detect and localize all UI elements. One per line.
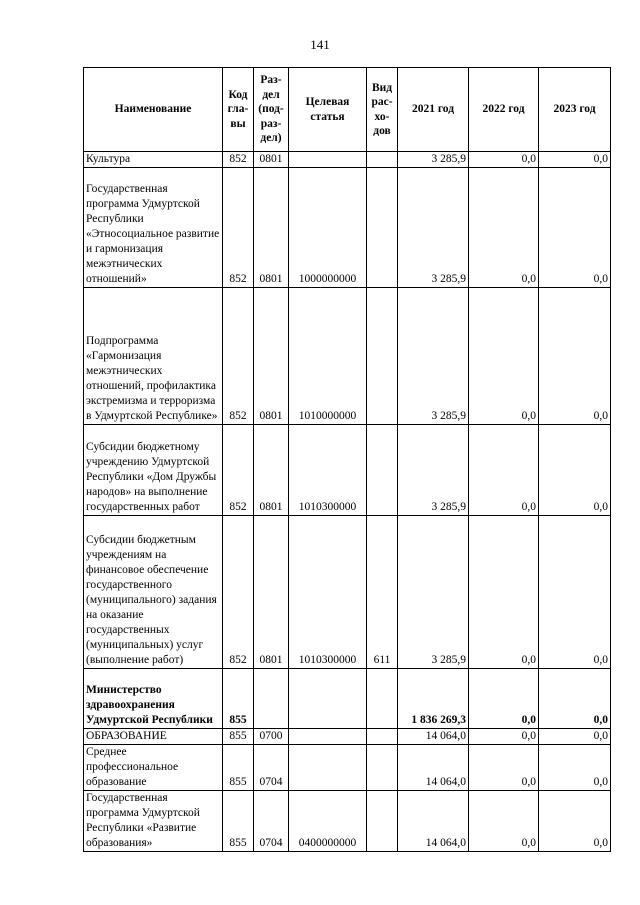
row-value-2021: 1 836 269,3 bbox=[398, 669, 469, 729]
row-value-2023: 0,0 bbox=[539, 745, 611, 791]
header-row bbox=[84, 68, 611, 152]
row-value-2021: 3 285,9 bbox=[398, 516, 469, 669]
row-target-article: 1010300000 bbox=[289, 425, 367, 516]
row-name: Государственная программа Удмуртской Республики «Развитие образования» bbox=[84, 791, 223, 852]
row-section bbox=[254, 669, 289, 729]
row-value-2023: 0,0 bbox=[539, 152, 611, 168]
row-value-2022: 0,0 bbox=[469, 669, 539, 729]
table-row bbox=[84, 669, 611, 729]
row-target-article bbox=[289, 745, 367, 791]
row-value-2022: 0,0 bbox=[469, 152, 539, 168]
row-target-article bbox=[289, 152, 367, 168]
row-target-article bbox=[289, 669, 367, 729]
header-name: Наименование bbox=[84, 68, 223, 152]
row-code: 855 bbox=[223, 669, 254, 729]
row-code: 852 bbox=[223, 425, 254, 516]
row-section: 0704 bbox=[254, 791, 289, 852]
row-code: 855 bbox=[223, 745, 254, 791]
header-section: Раз-дел (под-раз-дел) bbox=[254, 68, 289, 152]
row-name: ОБРАЗОВАНИЕ bbox=[84, 729, 223, 745]
row-expense-type bbox=[367, 168, 398, 288]
row-section: 0801 bbox=[254, 152, 289, 168]
row-value-2021: 3 285,9 bbox=[398, 152, 469, 168]
row-value-2023: 0,0 bbox=[539, 168, 611, 288]
row-value-2022: 0,0 bbox=[469, 516, 539, 669]
page-number: 141 bbox=[310, 37, 330, 52]
row-code: 852 bbox=[223, 288, 254, 425]
row-section: 0801 bbox=[254, 516, 289, 669]
row-code: 855 bbox=[223, 729, 254, 745]
row-value-2021: 3 285,9 bbox=[398, 168, 469, 288]
row-expense-type bbox=[367, 745, 398, 791]
row-code: 852 bbox=[223, 152, 254, 168]
row-value-2022: 0,0 bbox=[469, 425, 539, 516]
row-expense-type bbox=[367, 425, 398, 516]
row-name: Министерство здравоохранения Удмуртской Республики bbox=[84, 669, 223, 729]
row-code: 855 bbox=[223, 791, 254, 852]
row-value-2022: 0,0 bbox=[469, 168, 539, 288]
row-section: 0704 bbox=[254, 745, 289, 791]
table-row bbox=[84, 288, 611, 425]
budget-table bbox=[83, 67, 611, 852]
row-value-2022: 0,0 bbox=[469, 288, 539, 425]
header-2023: 2023 год bbox=[539, 68, 611, 152]
row-name: Среднее профессиональное образование bbox=[84, 745, 223, 791]
header-code: Код гла-вы bbox=[223, 68, 254, 152]
row-value-2021: 3 285,9 bbox=[398, 425, 469, 516]
row-section: 0700 bbox=[254, 729, 289, 745]
row-section: 0801 bbox=[254, 168, 289, 288]
row-value-2023: 0,0 bbox=[539, 791, 611, 852]
row-expense-type bbox=[367, 791, 398, 852]
row-expense-type: 611 bbox=[367, 516, 398, 669]
row-target-article: 1010000000 bbox=[289, 288, 367, 425]
table-row bbox=[84, 425, 611, 516]
row-value-2022: 0,0 bbox=[469, 745, 539, 791]
table-row bbox=[84, 729, 611, 745]
row-name: Субсидии бюджетным учреждениям на финансовое обеспечение государственного (муниципального) задания на оказание государственных (муниципальных) услуг (выполнение работ) bbox=[84, 516, 223, 669]
table-row bbox=[84, 516, 611, 669]
row-value-2021: 14 064,0 bbox=[398, 729, 469, 745]
row-value-2023: 0,0 bbox=[539, 669, 611, 729]
row-value-2021: 14 064,0 bbox=[398, 791, 469, 852]
row-value-2023: 0,0 bbox=[539, 425, 611, 516]
table-row bbox=[84, 168, 611, 288]
row-value-2022: 0,0 bbox=[469, 791, 539, 852]
row-name: Субсидии бюджетному учреждению Удмуртской Республики «Дом Дружбы народов» на выполнение государственных работ bbox=[84, 425, 223, 516]
row-name: Культура bbox=[84, 152, 223, 168]
row-expense-type bbox=[367, 669, 398, 729]
row-expense-type bbox=[367, 152, 398, 168]
row-value-2021: 3 285,9 bbox=[398, 288, 469, 425]
table-row bbox=[84, 745, 611, 791]
table-row bbox=[84, 791, 611, 852]
row-target-article: 1000000000 bbox=[289, 168, 367, 288]
row-expense-type bbox=[367, 288, 398, 425]
row-value-2022: 0,0 bbox=[469, 729, 539, 745]
row-name: Государственная программа Удмуртской Республики «Этносоциальное развитие и гармонизация межэтнических отношений» bbox=[84, 168, 223, 288]
row-value-2023: 0,0 bbox=[539, 288, 611, 425]
table-row bbox=[84, 152, 611, 168]
row-value-2023: 0,0 bbox=[539, 729, 611, 745]
header-2021: 2021 год bbox=[398, 68, 469, 152]
row-target-article: 0400000000 bbox=[289, 791, 367, 852]
row-target-article: 1010300000 bbox=[289, 516, 367, 669]
header-target: Целевая статья bbox=[289, 68, 367, 152]
row-expense-type bbox=[367, 729, 398, 745]
row-section: 0801 bbox=[254, 425, 289, 516]
header-type: Вид рас-хо-дов bbox=[367, 68, 398, 152]
row-section: 0801 bbox=[254, 288, 289, 425]
row-code: 852 bbox=[223, 168, 254, 288]
header-2022: 2022 год bbox=[469, 68, 539, 152]
row-value-2021: 14 064,0 bbox=[398, 745, 469, 791]
row-value-2023: 0,0 bbox=[539, 516, 611, 669]
row-code: 852 bbox=[223, 516, 254, 669]
row-name: Подпрограмма «Гармонизация межэтнических отношений, профилактика экстремизма и терроризма в Удмуртской Республике» bbox=[84, 288, 223, 425]
row-target-article bbox=[289, 729, 367, 745]
